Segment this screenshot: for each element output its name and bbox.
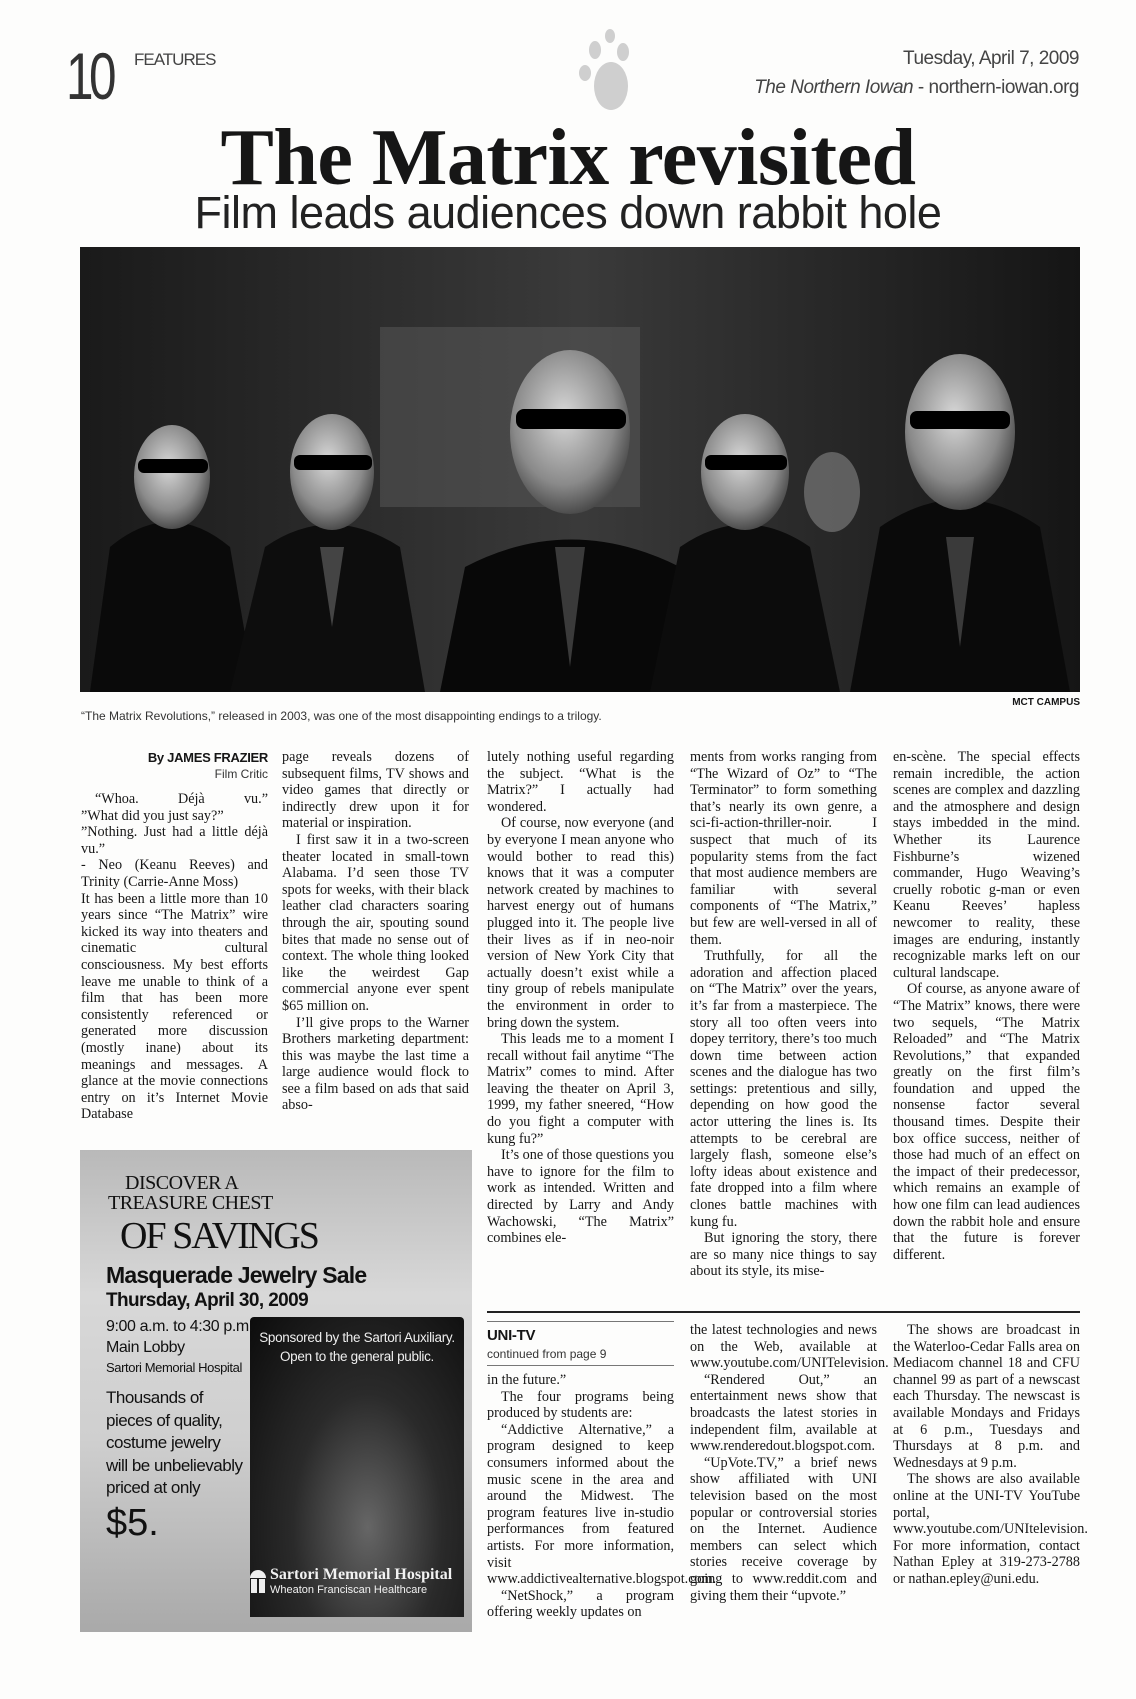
article-column-1	[81, 791, 268, 1123]
article-subhead: Film leads audiences down rabbit hole	[194, 187, 942, 238]
unitv-paragraph: The shows are also available online at the UNI-TV YouTube portal, www.youtube.com/UNItelevision.	[893, 1471, 1088, 1538]
unitv-paragraph: in the future.”	[487, 1372, 567, 1388]
article-paragraph: I first saw it in a two-screen theater located in small-town Alabama. I’d seen those TV spots for weeks, with their black leather clad characters soaring through the air, spouting sound bites that made no sense out of context. The whole thing looked like the weirdest Gap commercial anyone ever spent $65 million on.	[282, 831, 469, 1014]
article-column-2	[282, 749, 469, 1114]
section-label: FEATURES	[134, 50, 216, 69]
article-photo	[80, 247, 1080, 692]
article-paragraph: ”What did you just say?”	[81, 807, 224, 824]
jump-line: continued from page 9	[487, 1347, 607, 1361]
unitv-jump-header	[487, 1321, 674, 1366]
ad-public-line: Open to the general public.	[279, 1349, 434, 1364]
ad-sponsor-line: Sponsored by the Sartori Auxiliary.	[259, 1330, 455, 1345]
unitv-paragraph: “NetShock,” a program offering weekly updates on	[487, 1587, 674, 1621]
ad-headline-line-1: DISCOVER A	[125, 1172, 239, 1194]
article-paragraph: Of course, as anyone aware of “The Matrix” knows, there were two sequels, “The Matrix Reloaded” and “The Matrix Revolutions,” that expanded greatly on the first film’s foundation and upped the nonsense factor several thousand times. Despite their box office success, neither of those had much of an effect on the impact of their predecessor, which remains an example of how one film can lead audiences down the rabbit hole and ensure that the future is forever different.	[893, 981, 1080, 1263]
paper-name: The Northern Iowan	[754, 77, 914, 98]
photo-credit: MCT CAMPUS	[1012, 697, 1080, 708]
unitv-paragraph: For more information, contact Nathan Epley at 319-273-2788 or nathan.epley@uni.edu.	[893, 1537, 1080, 1587]
ad-event-location: Main Lobby	[106, 1339, 185, 1356]
unitv-paragraph: “Addictive Alternative,” a program designed to keep consumers informed about the music scene in the area and around the Midwest. The program features live in-studio performances from featured artists. For more information, visit www.addictivealternative.blogspot.com.	[487, 1421, 717, 1588]
agents-photo-illustration	[80, 247, 1080, 692]
ad-price: $5.	[106, 1502, 159, 1544]
unitv-paragraph: The four programs being produced by students are:	[487, 1388, 674, 1422]
page-number: 10	[66, 39, 113, 113]
article-column-5	[893, 749, 1080, 1263]
unitv-paragraph: The shows are broadcast in the Waterloo-Cedar Falls area on Mediacom channel 18 and CFU channel 99 as part of a newscast each Thursday. The newscast is available Mondays and Fridays at 6 p.m., Tuesdays and Thursdays at 8 p.m. and Wednesdays at 9 p.m.	[893, 1322, 1080, 1471]
article-paragraph: lutely nothing useful regarding the subject. “What is the Matrix?” I actually had wondered.	[487, 749, 674, 815]
section-divider	[487, 1311, 1080, 1313]
hospital-logo-name: Sartori Memorial Hospital	[270, 1566, 453, 1583]
author-name: By JAMES FRAZIER	[147, 750, 268, 765]
article-paragraph: - Neo (Keanu Reeves) and Trinity (Carrie-Anne Moss)	[81, 857, 268, 890]
ad-pitch: Thousands of pieces of quality, costume jewelry will be unbelievably priced at only	[106, 1388, 243, 1497]
article-paragraph: I’ll give props to the Warner Brothers marketing department: this was maybe the last time a large audience would flock to see a film based on ads that said abso-	[282, 1014, 469, 1114]
article-paragraph: ”Nothing. Just had a little déjà vu.”	[81, 824, 268, 857]
masthead-separator: -	[913, 77, 929, 98]
article-paragraph: Truthfully, for all the adoration and affection placed on “The Matrix” over the years, it’s far from a masterpiece. The story all too often veers into dopey territory, there’s too much down time between action scenes and the dialogue has two settings: pretentious and silly, depending on how good the actor uttering the lines is. Its attempts to be cerebral are largely flash, someone else’s lofty ideas about existence and fate dropped into a film where clones battle machines with kung fu.	[690, 948, 877, 1230]
unitv-title: UNI-TV	[487, 1327, 536, 1344]
article-paragraph: Of course, now everyone (and by everyone I mean anyone who would bother to read this) knows that it was a computer network created by machines to harvest energy out of humans plugged into it. The people live their lives as if in neo-noir version of New York City that actually doesn’t exist while a tiny group of rebels manipulate the environment in order to bring down the system.	[487, 815, 674, 1031]
photo-caption: “The Matrix Revolutions,” released in 2003, was one of the most disappointing endings to a trilogy.	[81, 709, 602, 723]
article-paragraph: en-scène. The special effects remain incredible, the action scenes are complex and dazzling and the atmosphere and design stays imbedded in the mind. Whether its Laurence Fishburne’s wizened commander, Hugo Weaving’s cruelly robotic g-man or even Keanu Reeves’ hapless newcomer to reality, these images are enduring, instantly recognizable marks left on our cultural landscape.	[893, 749, 1080, 981]
article-headline: The Matrix revisited	[220, 114, 916, 202]
unitv-paragraph: the latest technologies and news on the Web, available at www.youtube.com/UNITelevision.	[690, 1322, 889, 1372]
paw-print-icon	[575, 28, 645, 113]
article-paragraph: But ignoring the story, there are so many nice things to say about its style, its mise-	[690, 1230, 877, 1280]
paper-url[interactable]: northern-iowan.org	[928, 77, 1079, 98]
article-column-4	[690, 749, 877, 1280]
issue-date: Tuesday, April 7, 2009	[903, 48, 1079, 69]
unitv-column-3	[893, 1322, 1088, 1588]
ad-event-title: Masquerade Jewelry Sale	[106, 1262, 367, 1288]
author-role: Film Critic	[214, 767, 268, 781]
ad-headline-line-2: TREASURE CHEST	[108, 1192, 273, 1214]
article-paragraph: It’s one of those questions you have to ignore for the film to work as intended. Written and directed by Larry and Andy Wachowski, “The Matrix” combines ele-	[487, 1147, 674, 1247]
ad-event-time: 9:00 a.m. to 4:30 p.m.	[106, 1318, 253, 1335]
unitv-column-1	[487, 1372, 717, 1621]
article-paragraph: “Whoa. Déjà vu.”	[95, 791, 268, 807]
jewelry-sale-ad	[80, 1150, 472, 1632]
unitv-paragraph: “Rendered Out,” an entertainment news show that broadcasts the latest stories in independent film, available at www.renderedout.blogspot.com.	[690, 1371, 877, 1455]
unitv-paragraph: “UpVote.TV,” a brief news show affiliated with UNI television based on the most popular or controversial stories on the Internet. Audience members can select which stories receive coverage by going to www.reddit.com and giving them their “upvote.”	[690, 1454, 877, 1604]
article-paragraph: ments from works ranging from “The Wizard of Oz” to “The Terminator” to form something that’s nearly its own genre, a sci-fi-action-thriller-noir. I suspect that much of its popularity stems from the fact that most audience members are familiar with several components of “The Matrix,” but few are well-versed in all of them.	[690, 749, 877, 948]
ad-event-date: Thursday, April 30, 2009	[106, 1290, 309, 1311]
hospital-logo	[270, 1566, 452, 1596]
ad-sponsor-note	[250, 1328, 464, 1366]
ad-headline-line-3: OF SAVINGS	[120, 1215, 318, 1257]
ad-event-venue: Sartori Memorial Hospital	[106, 1360, 242, 1375]
article-paragraph: It has been a little more than 10 years since “The Matrix” wire kicked its way into theaters and cinematic cultural consciousness. My best efforts leave me unable to think of a film that has been more consistently referenced or generated more discussion (mostly inane) about its meanings and messages. A glance at the movie connections entry on it’s Internet Movie Database	[81, 890, 268, 1123]
byline	[81, 750, 268, 781]
hospital-logo-subtitle: Wheaton Franciscan Healthcare	[270, 1584, 428, 1596]
unitv-column-2	[690, 1322, 889, 1604]
paper-masthead	[754, 77, 1079, 99]
article-paragraph: This leads me to a moment I recall without fail anytime “The Matrix” comes to mind. After leaving the theater on April 3, 1999, my father sneered, “How do you fight a computer with kung fu?”	[487, 1031, 674, 1147]
article-column-3	[487, 749, 674, 1247]
hospital-logo-icon	[248, 1568, 268, 1594]
article-paragraph: page reveals dozens of subsequent films, TV shows and video games that directly or indirectly drew upon it for material or inspiration.	[282, 749, 469, 832]
